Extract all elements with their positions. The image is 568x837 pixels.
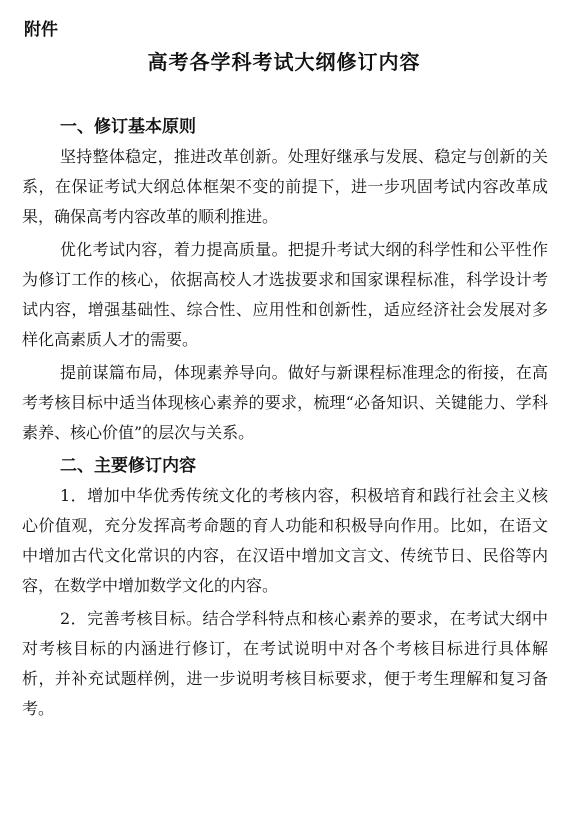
paragraph-literacy-orientation: 提前谋篇布局，体现素养导向。做好与新课程标准理念的衔接，在高考考核目标中适当体现核心素养的要求，梳理“必备知识、关键能力、学科素养、核心价值”的层次与关系。 — [22, 363, 548, 442]
section-heading-principles: 一、修订基本原则 — [60, 117, 196, 137]
paragraph-optimize-content: 优化考试内容，着力提高质量。把提升考试大纲的科学性和公平性作为修订工作的核心，依据高校人才选拔要求和国家课程标准，科学设计考试内容，增强基础性、综合性、应用性和创新性，适应经济社会发展对多样化高素质人才的需要。 — [22, 240, 548, 349]
document-title: 高考各学科考试大纲修订内容 — [147, 50, 421, 74]
attachment-label: 附件 — [24, 20, 58, 40]
document-body — [22, 112, 548, 727]
paragraph-stability: 坚持整体稳定，推进改革创新。处理好继承与发展、稳定与创新的关系，在保证考试大纲总体框架不变的前提下，进一步巩固考试内容改革成果，确保高考内容改革的顺利推进。 — [22, 147, 548, 226]
paragraph-traditional-culture: 1．增加中华优秀传统文化的考核内容，积极培育和践行社会主义核心价值观，充分发挥高考命题的育人功能和积极导向作用。比如，在语文中增加古代文化常识的内容，在汉语中增加文言文、传统节日、民俗等内容，在数学中增加数学文化的内容。 — [22, 486, 548, 595]
paragraph-assessment-objectives: 2．完善考核目标。结合学科特点和核心素养的要求，在考试大纲中对考核目标的内涵进行修订，在考试说明中对各个考核目标进行具体解析，并补充试题样例，进一步说明考核目标要求，便于考生理解和复习备考。 — [22, 609, 548, 718]
section-heading-main-revisions: 二、主要修订内容 — [60, 456, 196, 476]
